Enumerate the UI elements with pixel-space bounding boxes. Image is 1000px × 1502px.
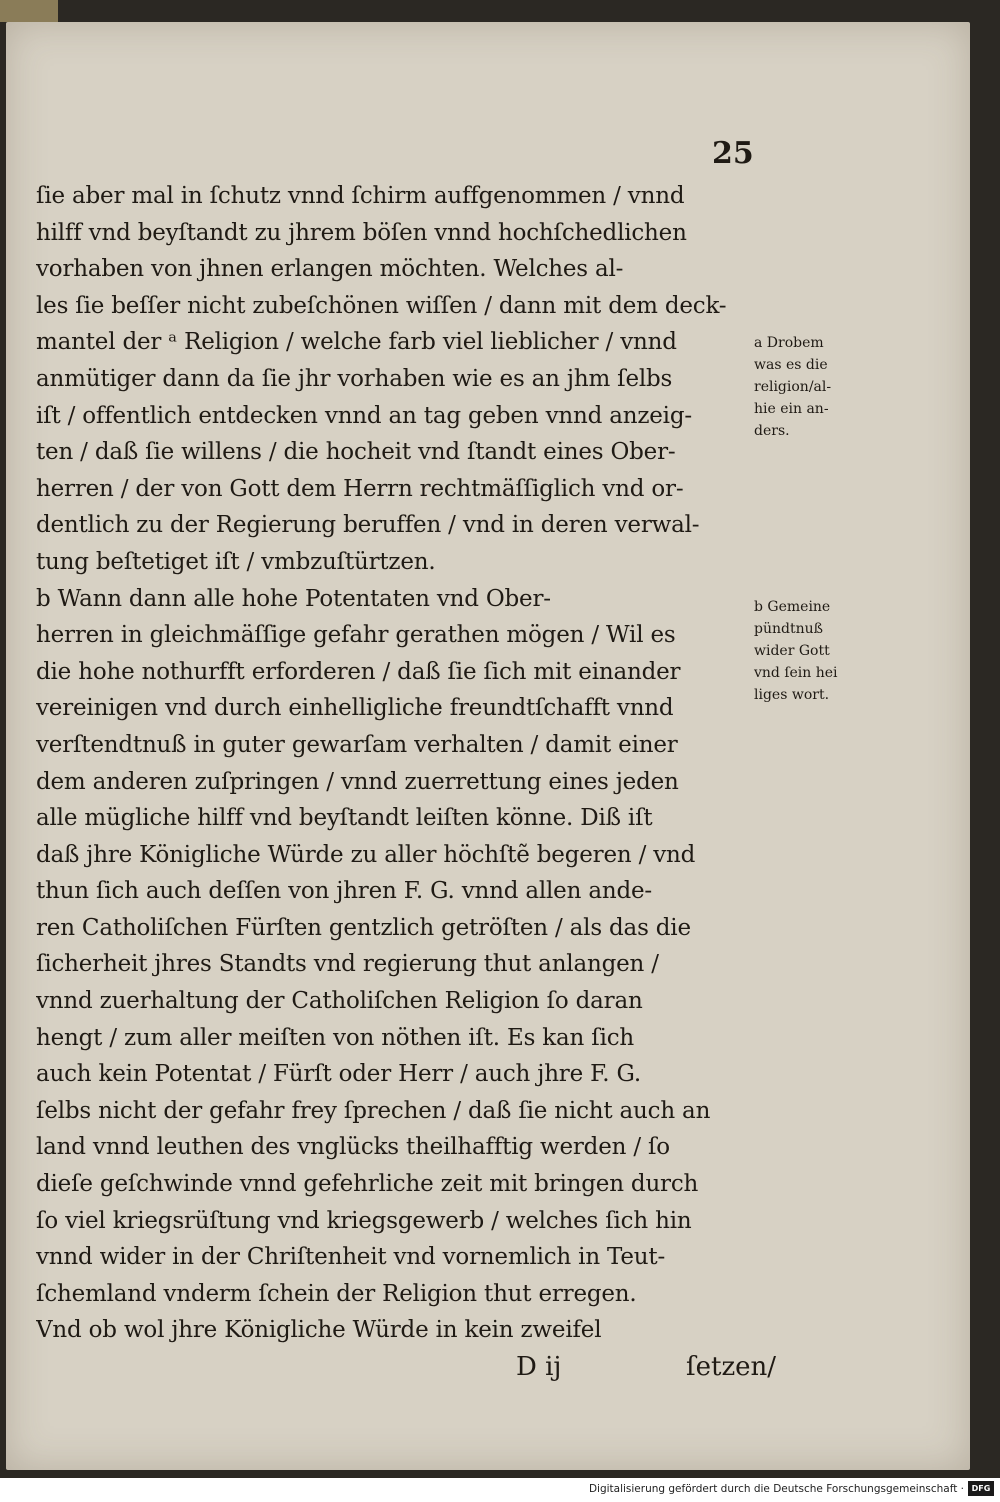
text-line: hilff vnd beyſtandt zu jhrem böſen vnnd hochſchedlichen	[36, 219, 687, 246]
text-line: vnnd zuerhaltung der Catholiſchen Religion ſo daran	[36, 988, 643, 1015]
signature-line	[516, 1352, 776, 1392]
text-line: iſt / offentlich entdecken vnnd an tag geben vnnd anzeig-	[36, 402, 692, 429]
footer-credit: Digitalisierung gefördert durch die Deutsche Forschungsgemeinschaft ·	[588, 1483, 964, 1495]
text-line: hengt / zum aller meiſten von nöthen iſt. Es kan ſich	[36, 1024, 635, 1051]
margin-note-line: hie ein an-	[754, 401, 829, 417]
text-line: tung beſtetiget iſt / vmbzuſtürtzen.	[36, 548, 436, 575]
margin-note-line: vnd ſein hei	[754, 665, 838, 681]
margin-note-line: liges wort.	[754, 687, 830, 703]
text-line: vorhaben von jhnen erlangen möchten. Welches al-	[36, 256, 624, 283]
text-line: anmütiger dann da ſie jhr vorhaben wie es an jhm ſelbs	[36, 365, 673, 392]
text-line: ſo viel kriegsrüſtung vnd kriegsgewerb / welches ſich hin	[36, 1207, 692, 1234]
footer-bar	[0, 1478, 1000, 1502]
text-line: ten / daß ſie willens / die hocheit vnd ſtandt eines Ober-	[36, 439, 676, 466]
text-line: vereinigen vnd durch einhelligliche freundtſchafft vnnd	[36, 695, 674, 722]
text-line: verſtendtnuß in guter gewarſam verhalten / damit einer	[36, 731, 678, 758]
margin-note-line: ders.	[754, 423, 790, 439]
body-text	[36, 178, 766, 1349]
text-line: ſie aber mal in ſchutz vnnd ſchirm auffgenommen / vnnd	[36, 183, 685, 209]
text-line: dieſe geſchwinde vnnd gefehrliche zeit mit bringen durch	[36, 1171, 699, 1198]
margin-note-line: a Drobem	[754, 335, 824, 351]
page-number: 25	[712, 136, 754, 171]
text-line: Vnd ob wol jhre Königliche Würde in kein zweifel	[36, 1317, 602, 1344]
text-line: herren / der von Gott dem Herrn rechtmäſſiglich vnd or-	[36, 475, 684, 502]
margin-note-line: wider Gott	[754, 643, 830, 659]
book-page	[6, 22, 970, 1470]
dfg-logo-icon: DFG	[968, 1481, 994, 1496]
margin-note-a	[754, 332, 831, 442]
text-line: les ſie beſſer nicht zubeſchönen wiſſen / dann mit dem deck-	[36, 292, 727, 319]
text-line: ſelbs nicht der gefahr frey ſprechen / daß ſie nicht auch an	[36, 1097, 711, 1124]
text-line: die hohe nothurfft erforderen / daß ſie ſich mit einander	[36, 658, 681, 685]
catchword: ſetzen/	[686, 1352, 777, 1382]
margin-note-line: pündtnuß	[754, 621, 823, 637]
margin-note-b	[754, 596, 838, 706]
text-line: mantel der ᵃ Religion / welche farb viel lieblicher / vnnd	[36, 329, 677, 356]
text-line: daß jhre Königliche Würde zu aller höchſtẽ begeren / vnd	[36, 841, 696, 868]
text-line: herren in gleichmäſſige gefahr gerathen mögen / Wil es	[36, 622, 676, 649]
text-line: land vnnd leuthen des vnglücks theilhafftig werden / ſo	[36, 1134, 670, 1161]
margin-note-line: b Gemeine	[754, 599, 831, 615]
page-edge-tab	[0, 0, 58, 22]
text-line: vnnd wider in der Chriſtenheit vnd vornemlich in Teut-	[36, 1244, 666, 1271]
text-line: ſicherheit jhres Standts vnd regierung thut anlangen /	[36, 951, 659, 978]
margin-note-line: was es die	[754, 357, 828, 373]
text-line: b Wann dann alle hohe Potentaten vnd Ober-	[36, 585, 551, 612]
text-line: thun ſich auch deſſen von jhren F. G. vnnd allen ande-	[36, 878, 652, 905]
text-line: ren Catholiſchen Fürſten gentzlich getröſten / als das die	[36, 914, 691, 941]
signature-mark: D ij	[516, 1352, 562, 1382]
text-line: alle mügliche hilff vnd beyſtandt leiſten könne. Diß iſt	[36, 805, 653, 832]
margin-note-line: religion/al-	[754, 379, 832, 395]
text-line: dentlich zu der Regierung beruffen / vnd in deren verwal-	[36, 512, 700, 539]
text-line: dem anderen zuſpringen / vnnd zuerrettung eines jeden	[36, 768, 679, 795]
text-line: auch kein Potentat / Fürſt oder Herr / auch jhre F. G.	[36, 1061, 641, 1088]
text-line: ſchemland vnderm ſchein der Religion thut erregen.	[36, 1280, 637, 1307]
